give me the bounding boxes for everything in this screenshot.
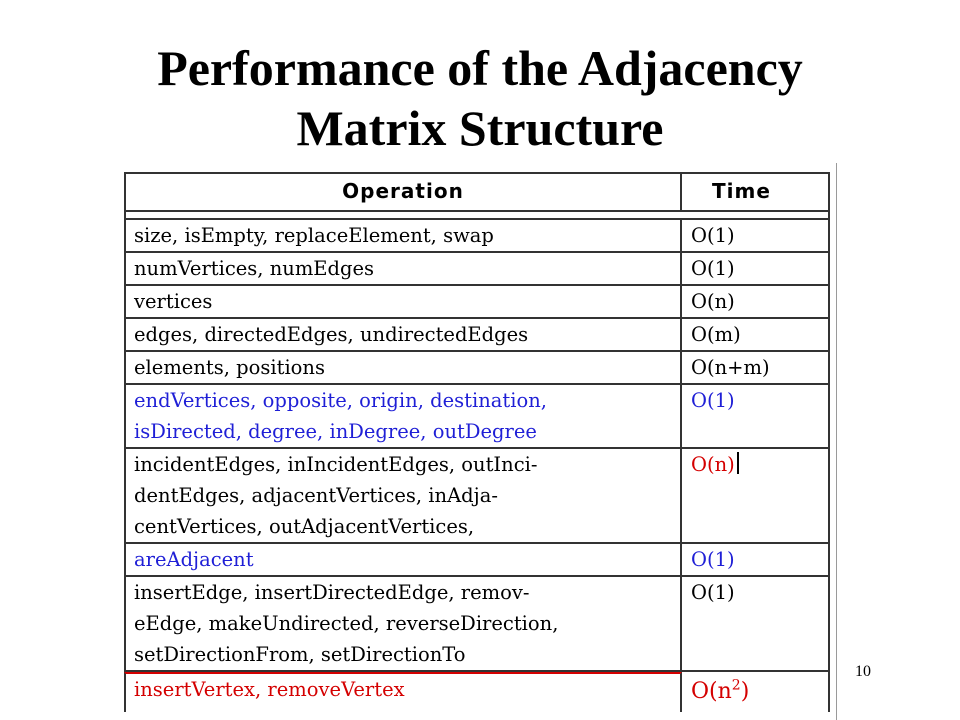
time-text: O(1): [682, 253, 830, 284]
operation-text: insertEdge, insertDirectedEdge, remov-: [134, 581, 530, 604]
operation-text: centVertices, outAdjacentVertices,: [134, 515, 475, 538]
table-row: [124, 220, 830, 253]
operation-text: endVertices, opposite, origin, destination,: [134, 389, 547, 412]
operation-text: size, isEmpty, replaceElement, swap: [134, 224, 494, 247]
table-row: [124, 544, 830, 577]
performance-table: [124, 172, 830, 712]
header-separator: [124, 210, 830, 220]
operation-text: numVertices, numEdges: [134, 257, 375, 280]
table-row: [124, 352, 830, 385]
operation-text: vertices: [134, 290, 213, 313]
operation-text: incidentEdges, inIncidentEdges, outInci-: [134, 453, 538, 476]
operation-text: dentEdges, adjacentVertices, inAdja-: [134, 484, 498, 507]
time-text: O(n): [691, 453, 735, 476]
table-header-row: [124, 172, 830, 210]
frame-divider: [836, 163, 837, 720]
table-row: [124, 253, 830, 286]
slide-title: [0, 38, 960, 158]
table-row: [124, 449, 830, 544]
table-row: [124, 577, 830, 672]
header-time: Time: [682, 174, 830, 210]
title-line-1: Performance of the Adjacency: [157, 40, 803, 96]
table-row: [124, 385, 830, 449]
text-cursor: [737, 452, 739, 474]
operation-text: edges, directedEdges, undirectedEdges: [134, 323, 529, 346]
header-operation: Operation: [124, 174, 682, 210]
time-text: O(1): [682, 385, 830, 447]
time-text: O(n): [682, 286, 830, 317]
operation-text: insertVertex, removeVertex: [134, 678, 405, 701]
slide-number: 10: [855, 663, 871, 680]
operation-text: elements, positions: [134, 356, 325, 379]
time-text: O(m): [682, 319, 830, 350]
time-text: O(1): [682, 577, 830, 670]
time-text: O(n+m): [682, 352, 830, 383]
operation-text: setDirectionFrom, setDirectionTo: [134, 643, 466, 666]
table-row: [124, 319, 830, 352]
time-text: O(1): [682, 544, 830, 575]
time-text: O(1): [682, 220, 830, 251]
operation-text: eEdge, makeUndirected, reverseDirection,: [134, 612, 559, 635]
title-line-2: Matrix Structure: [296, 100, 664, 156]
operation-text: areAdjacent: [134, 548, 254, 571]
operation-text: isDirected, degree, inDegree, outDegree: [134, 420, 537, 443]
table-row: [124, 672, 830, 712]
time-text: $O(n^2)$: [682, 672, 830, 712]
table-row: [124, 286, 830, 319]
